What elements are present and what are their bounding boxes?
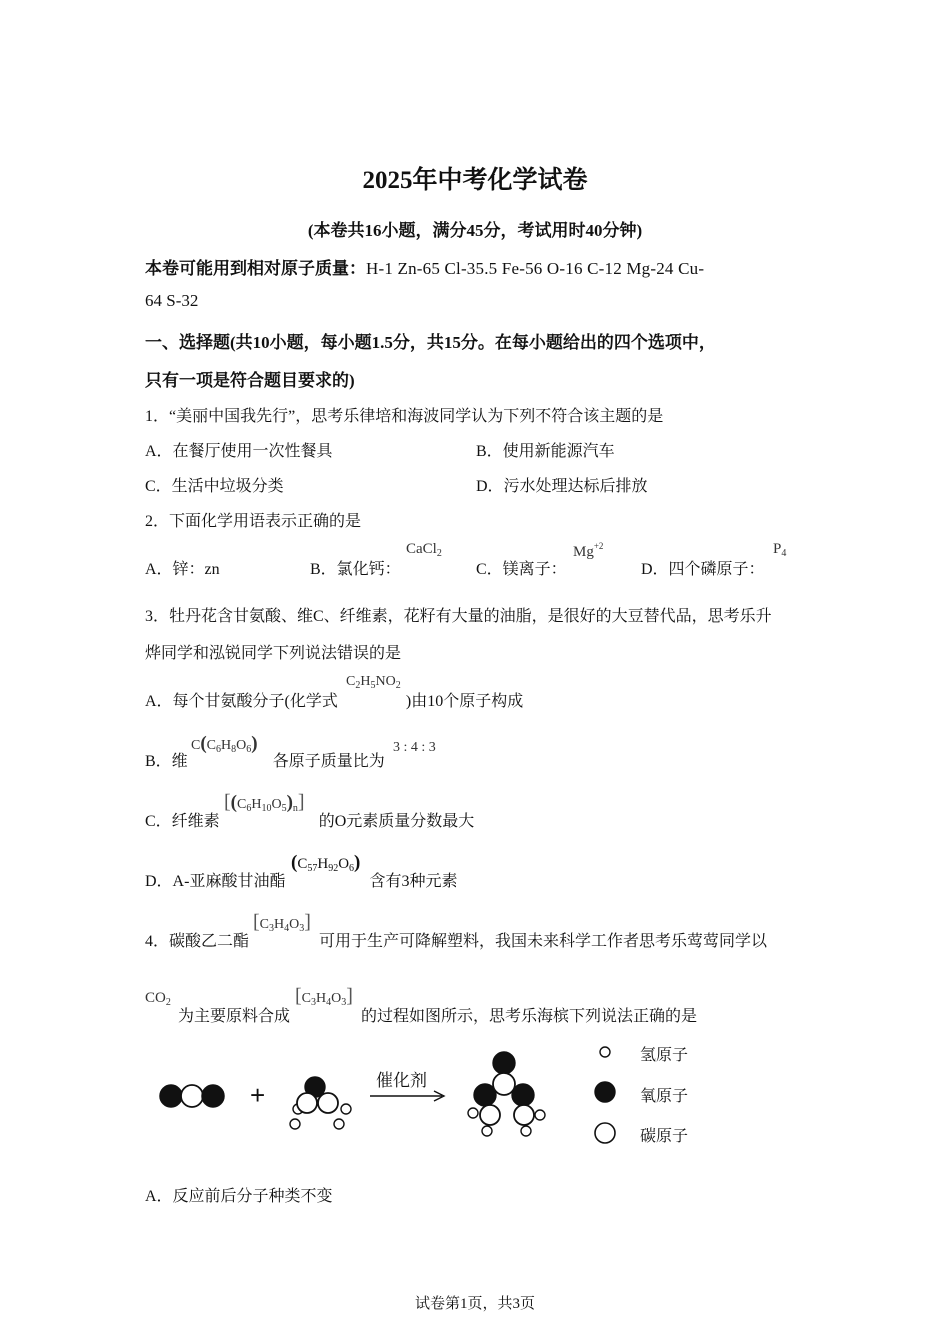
legend-oxygen-icon (595, 1082, 615, 1102)
question-2-option-d: D．四个磷原子： (641, 561, 765, 578)
mass-ratio: 3 : 4 : 3 (393, 740, 436, 755)
question-3-option-d: D．A-亚麻酸甘油酯 含有3种元素 (145, 873, 458, 890)
reaction-diagram (150, 1040, 770, 1150)
hydrogen-atom (468, 1108, 478, 1118)
catalyst-label: 催化剂 (376, 1071, 427, 1091)
legend (595, 1045, 688, 1145)
carbon-atom (318, 1093, 338, 1113)
carbon-atom (514, 1105, 534, 1125)
formula-ethylene-carbonate-2: $[C_3H_4O_3]$ (295, 985, 353, 1008)
question-2-option-a: A．锌：zn (145, 561, 220, 578)
question-3-option-b: B．维 各原子质量比为 (145, 753, 385, 770)
formula-ethylene-carbonate: $[C_3H_4O_3]$ (253, 911, 311, 934)
hydrogen-atom (482, 1126, 492, 1136)
legend-hydrogen-icon (600, 1047, 610, 1057)
legend-hydrogen-label: 氢原子 (640, 1045, 689, 1064)
question-3-stem: 3．牡丹花含甘氨酸、维C、纤维素，花籽有大量的油脂，是很好的大豆替代品，思考乐升 (145, 608, 772, 625)
oxygen-atom (493, 1052, 515, 1074)
question-1-stem: 1．“美丽中国我先行”，思考乐律培和海波同学认为下列不符合该主题的是 (145, 408, 664, 425)
question-2-option-c: C．镁离子： (476, 561, 567, 578)
hydrogen-atom (535, 1110, 545, 1120)
formula-cellulose: $[(C_6H_{10}O_5)_n]$ (224, 791, 305, 814)
question-1-option-c: C．生活中垃圾分类 (145, 478, 284, 495)
atomic-mass-label: 本卷可能用到相对原子质量： (145, 259, 366, 278)
question-1-option-b: B．使用新能源汽车 (476, 443, 615, 460)
atomic-mass-values-cont: 64 S-32 (145, 291, 199, 310)
oxygen-atom (160, 1085, 182, 1107)
hydrogen-atom (341, 1104, 351, 1114)
carbon-atom (493, 1073, 515, 1095)
question-1-option-d: D．污水处理达标后排放 (476, 478, 648, 495)
carbon-atom (297, 1093, 317, 1113)
atomic-mass-line (145, 254, 704, 279)
question-3-option-a: A．每个甘氨酸分子(化学式 )由10个原子构成 (145, 693, 524, 710)
plus-sign: + (250, 1080, 266, 1110)
oxygen-atom (202, 1085, 224, 1107)
formula-linolenin: $(C_{57}H_{92}O_6)$ (291, 852, 361, 874)
carbon-atom (480, 1105, 500, 1125)
legend-carbon-icon (595, 1123, 615, 1143)
question-3-stem-cont: 烨同学和泓锐同学下列说法错误的是 (145, 645, 402, 662)
hydrogen-atom (334, 1119, 344, 1129)
page-footer: 试卷第1页，共3页 (414, 1296, 535, 1312)
ethylene-oxide-molecule (290, 1077, 351, 1129)
formula-co2: $CO_2$ (145, 990, 171, 1008)
page-title: 2025年中考化学试卷 (362, 167, 588, 194)
question-2-option-b: B．氯化钙： (310, 561, 401, 578)
section-heading: 一、选择题(共10小题，每小题1.5分，共15分。在每小题给出的四个选项中， (145, 333, 716, 352)
formula-vitamin-c: $C(C_6H_8O_6)$ (191, 733, 258, 755)
section-heading-cont: 只有一项是符合题目要求的) (145, 371, 355, 390)
formula-glycine: $C_2H_5NO_2$ (346, 674, 401, 691)
formula-mg-ion: $Mg^{+2}$ (573, 541, 604, 560)
co2-molecule (160, 1085, 224, 1107)
ethylene-carbonate-molecule (468, 1052, 545, 1136)
hydrogen-atom (290, 1119, 300, 1129)
question-3-option-c: C．纤维素 的O元素质量分数最大 (145, 813, 475, 830)
question-1-option-a: A．在餐厅使用一次性餐具 (145, 443, 333, 460)
hydrogen-atom (521, 1126, 531, 1136)
formula-p4: $P_4$ (773, 541, 787, 559)
formula-cacl2: CaCl$_2$ (406, 541, 442, 559)
question-2-stem: 2．下面化学用语表示正确的是 (145, 513, 362, 530)
page-subtitle: (本卷共16小题，满分45分，考试用时40分钟) (307, 221, 643, 240)
legend-oxygen-label: 氧原子 (640, 1086, 689, 1105)
atomic-mass-values: H-1 Zn-65 Cl-35.5 Fe-56 O-16 C-12 Mg-24 Cu- (366, 259, 705, 278)
legend-carbon-label: 碳原子 (640, 1126, 689, 1145)
carbon-atom (181, 1085, 203, 1107)
question-4-stem-cont: 为主要原料合成 的过程如图所示，思考乐海槟下列说法正确的是 (178, 1008, 698, 1025)
question-4-stem: 4．碳酸乙二酯 可用于生产可降解塑料，我国未来科学工作者思考乐莺莺同学以 (145, 933, 768, 950)
question-4-option-a: A．反应前后分子种类不变 (145, 1188, 333, 1205)
